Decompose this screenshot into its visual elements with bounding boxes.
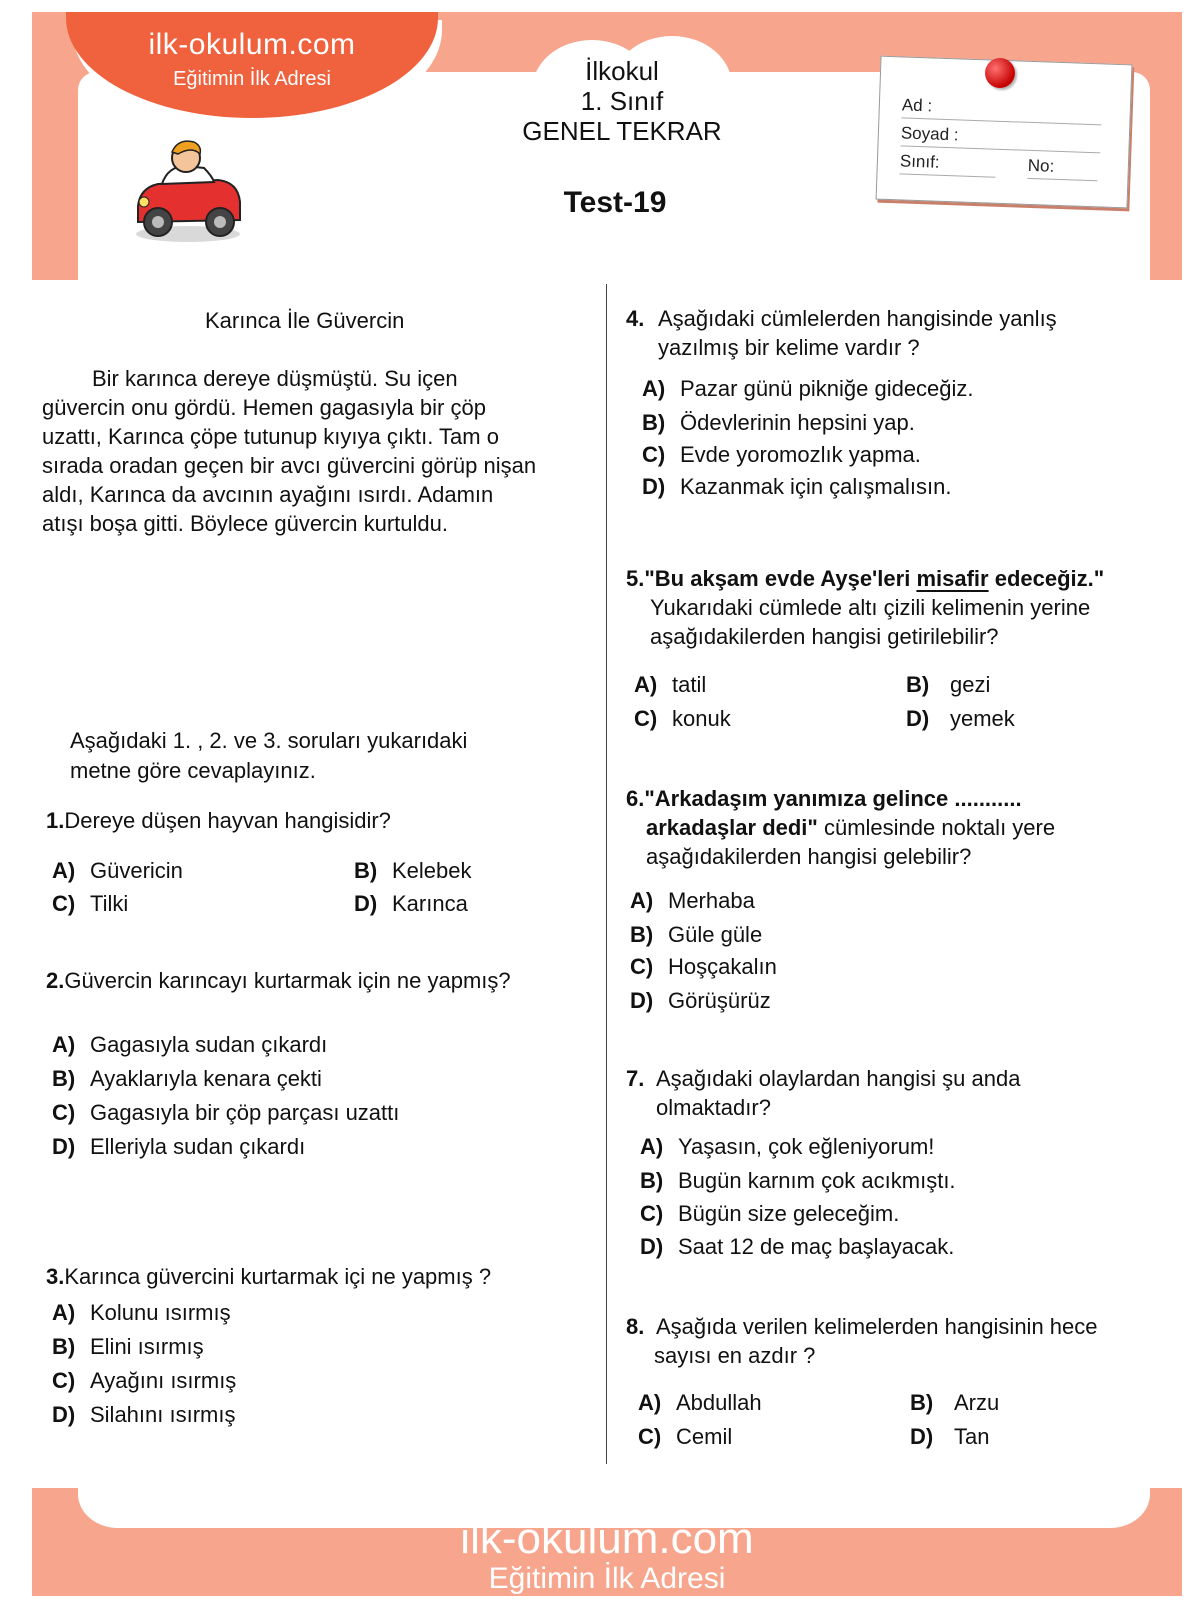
story-line: sırada oradan geçen bir avcı güvercini görüp nişan	[42, 453, 537, 478]
q8-option-d[interactable]	[910, 1422, 989, 1452]
option-letter: D)	[640, 1234, 664, 1259]
footer-site-link[interactable]: ilk-okulum.com	[460, 1514, 754, 1563]
q4-option-d[interactable]	[642, 472, 951, 502]
question-2	[46, 966, 511, 996]
question-7	[626, 1064, 1020, 1094]
option-letter: A)	[642, 376, 666, 401]
q8-option-b[interactable]	[910, 1388, 999, 1418]
option-letter: B)	[52, 1334, 76, 1359]
option-letter: A)	[52, 1300, 76, 1325]
q2-option-d[interactable]	[52, 1132, 305, 1162]
cloud-line-school: İlkokul	[585, 56, 659, 86]
q8-option-a[interactable]	[638, 1388, 762, 1418]
option-letter: B)	[640, 1168, 664, 1193]
question-number: 7.	[626, 1066, 645, 1091]
option-letter: D)	[52, 1134, 76, 1159]
name-label: Ad :	[901, 95, 933, 116]
question-number: 6.	[626, 786, 645, 811]
q7-option-c[interactable]	[640, 1199, 899, 1229]
option-letter: C)	[52, 1100, 76, 1125]
q7-option-d[interactable]	[640, 1232, 954, 1262]
question-text-rest: cümlesinde noktalı yere	[817, 815, 1056, 840]
option-letter: A)	[640, 1134, 664, 1159]
option-text: konuk	[672, 706, 731, 731]
option-letter: D)	[906, 706, 930, 731]
thought-dot	[362, 178, 392, 198]
question-text: Karınca güvercini kurtarmak içi ne yapmış ?	[64, 1264, 492, 1289]
question-text-cont: olmaktadır?	[656, 1095, 771, 1120]
column-divider	[606, 284, 607, 1464]
story-line: Bir karınca dereye düşmüştü. Su içen	[92, 366, 458, 391]
question-5	[626, 564, 1104, 594]
option-text: Abdullah	[676, 1390, 762, 1415]
q5-option-b[interactable]	[906, 670, 990, 700]
option-text: yemek	[950, 706, 1015, 731]
q1-option-a[interactable]	[52, 856, 183, 886]
question-text-cont: aşağıdakilerden hangisi getirilebilir?	[650, 624, 999, 649]
thought-dot	[270, 206, 288, 218]
question-text-cont: yazılmış bir kelime vardır ?	[658, 335, 920, 360]
option-letter: C)	[630, 954, 654, 979]
option-text: Bugün karnım çok acıkmıştı.	[678, 1168, 956, 1193]
number-field[interactable]	[1027, 178, 1097, 181]
q3-option-a[interactable]	[52, 1298, 231, 1328]
option-letter: C)	[634, 706, 658, 731]
question-number: 3.	[46, 1264, 65, 1289]
option-text: Kelebek	[392, 858, 472, 883]
option-letter: D)	[354, 891, 378, 916]
number-label: No:	[1027, 155, 1055, 176]
q7-option-a[interactable]	[640, 1132, 934, 1162]
option-letter: D)	[630, 988, 654, 1013]
question-quote-end: arkadaşlar dedi"	[646, 815, 818, 840]
cloud-line-grade: 1. Sınıf	[580, 86, 664, 116]
q2-option-b[interactable]	[52, 1064, 322, 1094]
story-title: Karınca İle Güvercin	[205, 308, 405, 333]
option-text: Karınca	[392, 891, 468, 916]
question-4	[626, 304, 1057, 334]
option-text: Elini ısırmış	[90, 1334, 204, 1359]
question-6	[626, 784, 1022, 814]
q2-option-a[interactable]	[52, 1030, 327, 1060]
q8-option-c[interactable]	[638, 1422, 732, 1452]
story-line: atışı boşa gitti. Böylece güvercin kurtuldu.	[42, 511, 448, 536]
question-text: Güvercin karıncayı kurtarmak için ne yapmış?	[64, 968, 511, 993]
option-letter: C)	[52, 1368, 76, 1393]
option-letter: A)	[638, 1390, 662, 1415]
option-text: Görüşürüz	[668, 988, 771, 1013]
option-text: Hoşçakalın	[668, 954, 777, 979]
q5-option-c[interactable]	[634, 704, 731, 734]
thought-dot	[400, 168, 430, 190]
surname-label: Soyad :	[900, 123, 959, 145]
question-8	[626, 1312, 1098, 1342]
thought-dot	[326, 190, 352, 206]
question-text: Aşağıdaki olaylardan hangisi şu anda	[656, 1066, 1021, 1091]
question-number: 5.	[626, 566, 645, 591]
pushpin-icon	[985, 58, 1015, 88]
option-letter: A)	[52, 858, 76, 883]
option-letter: B)	[354, 858, 378, 883]
instruction-line: Aşağıdaki 1. , 2. ve 3. soruları yukarıdaki	[70, 728, 468, 753]
option-text: gezi	[950, 672, 991, 697]
cloud-line-topic: GENEL TEKRAR	[522, 116, 722, 146]
story-line: uzattı, Karınca çöpe tutunup kıyıya çıktı. Tam o	[42, 424, 499, 449]
footer-band	[32, 1488, 1182, 1596]
class-field[interactable]	[899, 173, 995, 177]
q2-option-c[interactable]	[52, 1098, 399, 1128]
story-line: güvercin onu gördü. Hemen gagasıyla bir çöp	[42, 395, 486, 420]
q6-option-b[interactable]	[630, 920, 762, 950]
option-text: Yaşasın, çok eğleniyorum!	[678, 1134, 935, 1159]
q4-option-c[interactable]	[642, 440, 921, 470]
option-letter: D)	[52, 1402, 76, 1427]
option-text: Ödevlerinin hepsini yap.	[680, 410, 915, 435]
option-text: Silahını ısırmış	[90, 1402, 236, 1427]
option-letter: B)	[630, 922, 654, 947]
option-text: Pazar günü pikniğe gideceğiz.	[680, 376, 974, 401]
option-text: Gagasıyla bir çöp parçası uzattı	[90, 1100, 400, 1125]
question-3	[46, 1262, 491, 1292]
test-title: Test-19	[563, 186, 667, 219]
option-letter: C)	[642, 442, 666, 467]
option-text: Saat 12 de maç başlayacak.	[678, 1234, 955, 1259]
cloud-caption	[452, 56, 792, 146]
question-quote: "Arkadaşım yanımıza gelince ...........	[644, 786, 1022, 811]
option-text: Güle güle	[668, 922, 763, 947]
q1-option-c[interactable]	[52, 889, 128, 919]
option-text: Güvericin	[90, 858, 183, 883]
option-letter: A)	[634, 672, 658, 697]
q3-option-c[interactable]	[52, 1366, 236, 1396]
question-text	[646, 813, 1055, 843]
q6-option-d[interactable]	[630, 986, 771, 1016]
question-number: 1.	[46, 808, 65, 833]
option-text: Cemil	[676, 1424, 733, 1449]
option-letter: D)	[910, 1424, 934, 1449]
question-text: Dereye düşen hayvan hangisidir?	[64, 808, 391, 833]
option-text: Ayağını ısırmış	[90, 1368, 237, 1393]
option-text: Tilki	[90, 891, 129, 916]
q1-option-d[interactable]	[354, 889, 468, 919]
q4-option-b[interactable]	[642, 408, 915, 438]
story-line: aldı, Karınca da avcının ayağını ısırdı. Adamın	[42, 482, 494, 507]
question-quote: "Bu akşam evde Ayşe'leri	[644, 566, 917, 591]
footer-tagline: Eğitimin İlk Adresi	[488, 1562, 726, 1595]
option-text: Evde yoromozlık yapma.	[680, 442, 921, 467]
option-letter: A)	[52, 1032, 76, 1057]
question-1	[46, 806, 391, 836]
question-text-cont: aşağıdakilerden hangisi gelebilir?	[646, 844, 972, 869]
q7-option-b[interactable]	[640, 1166, 956, 1196]
q3-option-d[interactable]	[52, 1400, 235, 1430]
q1-option-b[interactable]	[354, 856, 472, 886]
question-number: 4.	[626, 306, 645, 331]
option-text: Tan	[954, 1424, 990, 1449]
option-letter: C)	[638, 1424, 662, 1449]
q5-option-a[interactable]	[634, 670, 706, 700]
option-letter: B)	[906, 672, 930, 697]
logo-subtitle: Eğitimin İlk Adresi	[173, 68, 331, 90]
option-letter: B)	[642, 410, 666, 435]
option-text: Elleriyla sudan çıkardı	[90, 1134, 306, 1159]
option-letter: B)	[52, 1066, 76, 1091]
question-text: Yukarıdaki cümlede altı çizili kelimenin yerine	[650, 595, 1091, 620]
thought-dot	[296, 198, 318, 212]
option-text: Merhaba	[668, 888, 755, 913]
question-number: 2.	[46, 968, 65, 993]
underlined-word: misafir	[916, 566, 989, 591]
question-quote-end: edeceğiz."	[988, 566, 1105, 591]
q3-option-b[interactable]	[52, 1332, 204, 1362]
car-illustration	[128, 136, 248, 246]
question-number: 8.	[626, 1314, 645, 1339]
option-text: Kolunu ısırmış	[90, 1300, 231, 1325]
option-letter: B)	[910, 1390, 934, 1415]
option-text: Kazanmak için çalışmalısın.	[680, 474, 952, 499]
question-text: Aşağıdaki cümlelerden hangisinde yanlış	[658, 306, 1057, 331]
question-text: Aşağıda verilen kelimelerden hangisinin hece	[656, 1314, 1098, 1339]
option-text: Bügün size geleceğim.	[678, 1201, 900, 1226]
q5-option-d[interactable]	[906, 704, 1015, 734]
option-text: Gagasıyla sudan çıkardı	[90, 1032, 328, 1057]
question-text-cont: sayısı en azdır ?	[654, 1343, 816, 1368]
option-text: Arzu	[954, 1390, 1000, 1415]
q6-option-c[interactable]	[630, 952, 777, 982]
logo-title[interactable]: ilk-okulum.com	[148, 28, 356, 61]
class-label: Sınıf:	[899, 151, 940, 172]
option-text: tatil	[672, 672, 707, 697]
option-letter: A)	[630, 888, 654, 913]
option-letter: D)	[642, 474, 666, 499]
option-letter: C)	[52, 891, 76, 916]
q4-option-a[interactable]	[642, 374, 974, 404]
option-text: Ayaklarıyla kenara çekti	[90, 1066, 322, 1091]
q6-option-a[interactable]	[630, 886, 755, 916]
instruction-line: metne göre cevaplayınız.	[70, 758, 316, 783]
option-letter: C)	[640, 1201, 664, 1226]
